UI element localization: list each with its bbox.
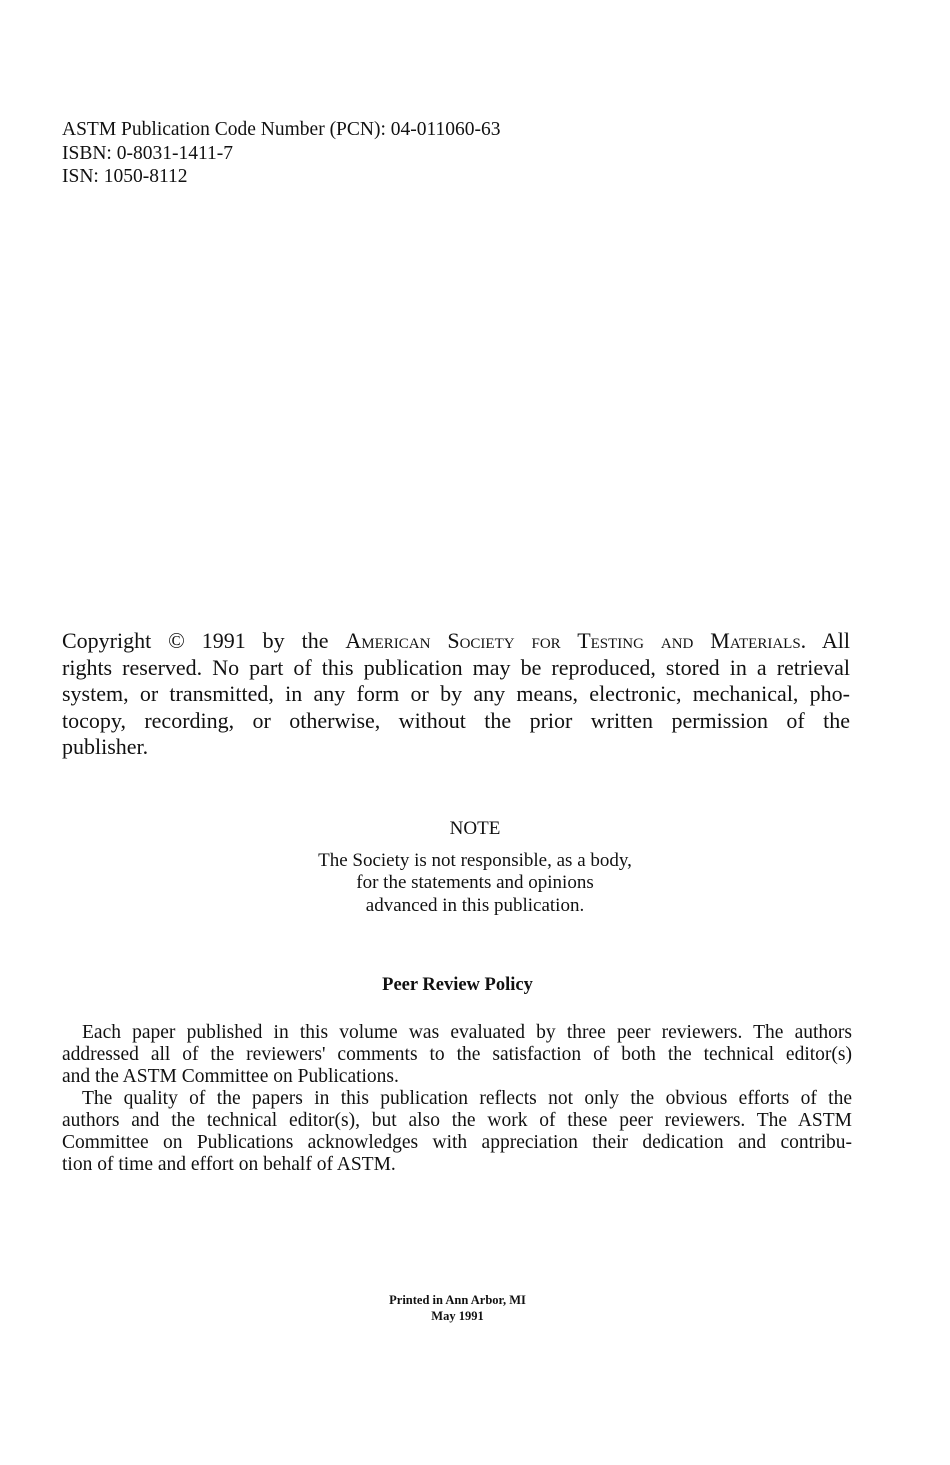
peer-line: tion of time and effort on behalf of ASTM. (62, 1154, 396, 1175)
disclaimer-note (0, 818, 950, 917)
publication-identifiers (62, 118, 501, 189)
peer-line: The quality of the papers in this publication reflects not only the obvious efforts of the (82, 1088, 852, 1109)
pcn-line: ASTM Publication Code Number (PCN): 04-011060-63 (62, 119, 501, 140)
copyright-line (62, 628, 850, 655)
isbn-line: ISBN: 0-8031-1411-7 (62, 142, 233, 164)
note-line: The Society is not responsible, as a body, (318, 849, 632, 871)
copyright-line: rights reserved. No part of this publication may be reproduced, stored in a retrieval (62, 654, 850, 680)
isn-line: ISN: 1050-8112 (62, 166, 188, 187)
peer-line: Each paper published in this volume was evaluated by three peer reviewers. The authors (82, 1022, 852, 1043)
peer-line: Committee on Publications acknowledges with appreciation their dedication and contribu- (62, 1132, 852, 1153)
note-line: for the statements and opinions (356, 872, 594, 893)
note-heading: NOTE (449, 818, 501, 839)
note-line: advanced in this publication. (365, 894, 585, 916)
copyright-line: tocopy, recording, or otherwise, without the prior written permission of the (62, 707, 850, 733)
copyright-text: Copyright © 1991 by the (62, 628, 329, 653)
peer-line: addressed all of the reviewers' comments to the satisfaction of both the technical editor(s) (62, 1044, 852, 1065)
peer-line: authors and the technical editor(s), but also the work of these peer reviewers. The ASTM (62, 1110, 852, 1131)
copyright-text: All (821, 628, 850, 653)
copyright-notice (62, 628, 850, 761)
printed-place: Printed in Ann Arbor, MI (389, 1293, 526, 1307)
peer-line: and the ASTM Committee on Publications. (62, 1066, 399, 1087)
publisher-name: American Society for Testing and Materials. (345, 628, 807, 653)
printing-imprint (0, 1292, 915, 1324)
peer-review-text (62, 1022, 852, 1176)
copyright-line: publisher. (62, 734, 149, 759)
peer-review-heading: Peer Review Policy (382, 975, 533, 995)
copyright-line: system, or transmitted, in any form or by any means, electronic, mechanical, pho- (62, 681, 850, 706)
printed-date: May 1991 (431, 1309, 484, 1323)
